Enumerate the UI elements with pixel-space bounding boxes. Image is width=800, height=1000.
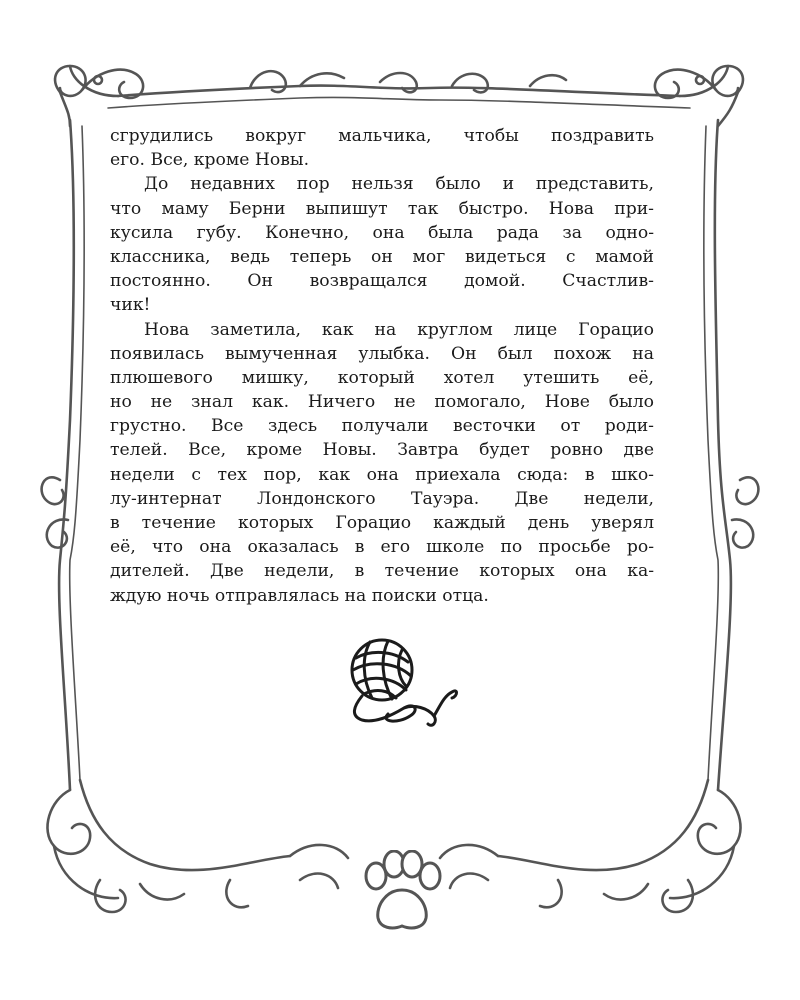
text-line: его. Все, кроме Новы. — [110, 150, 310, 171]
text-line: постоянно. Он возвращался домой. Счастлив- — [110, 271, 654, 292]
text-line: плюшевого мишку, который хотел утешить её, — [110, 367, 654, 388]
text-line: телей. Все, кроме Новы. Завтра будет ровно две — [110, 440, 654, 461]
text-line: дителей. Две недели, в течение которых она ка- — [110, 561, 654, 582]
text-line: Нова заметила, как на круглом лице Горацио — [144, 319, 654, 340]
text-line: но не знал как. Ничего не помогало, Нове было — [110, 392, 654, 413]
text-line: в течение которых Горацио каждый день уверял — [110, 513, 654, 533]
text-line: недели с тех пор, как она приехала сюда: в шко- — [110, 464, 654, 485]
text-line: лу-интернат Лондонского Тауэра. Две недели, — [110, 488, 654, 509]
text-line: кусила губу. Конечно, она была рада за одно- — [110, 222, 654, 243]
text-line: чик! — [110, 295, 151, 316]
text-line: её, что она оказалась в его школе по просьбе ро- — [110, 537, 654, 558]
text-line: классника, ведь теперь он мог видеться с мамой — [110, 246, 654, 267]
text-line: грустно. Все здесь получали весточки от роди- — [110, 416, 654, 437]
text-line: сгрудились вокруг мальчика, чтобы поздравить — [110, 126, 654, 146]
text-line: До недавних пор нельзя было и представить, — [144, 174, 654, 195]
text-line: что маму Берни выпишут так быстро. Нова при- — [110, 198, 654, 219]
text-line: появилась вымученная улыбка. Он был похож на — [110, 343, 654, 364]
text-line: ждую ночь отправлялась на поиски отца. — [110, 585, 489, 606]
paw-print-icon — [356, 850, 448, 938]
yarn-ball-icon — [340, 636, 470, 746]
body-text — [110, 124, 654, 608]
